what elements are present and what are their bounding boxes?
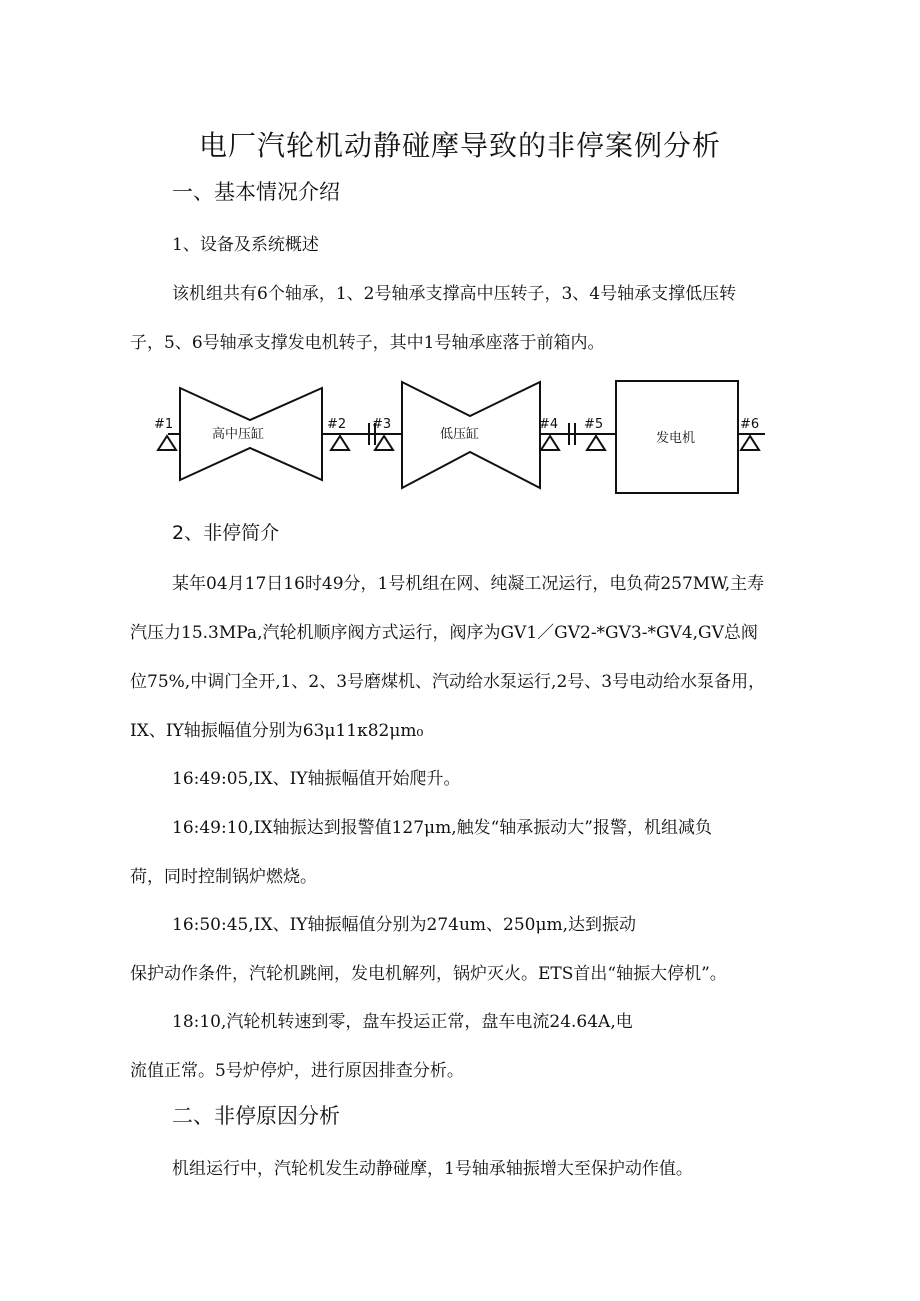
paragraph-line: 某年04月17日16时49分，1号机组在网、纯凝工况运行，电负荷257MW,主寿: [172, 574, 765, 594]
paragraph-line: 位75%,中调门全开,1、2、3号磨煤机、汽动给水泵运行,2号、3号电动给水泵备用，: [130, 672, 766, 692]
bearing-label: #3: [372, 417, 392, 432]
paragraph-line: 16:49:05,IX、IY轴振幅值开始爬升。: [172, 769, 461, 789]
bearing-label: #5: [584, 417, 604, 432]
bearing-icon: [541, 436, 559, 450]
page-title: 电厂汽轮机动静碰摩导致的非停案例分析: [198, 129, 721, 162]
lp-label: 低压缸: [440, 427, 480, 442]
turbine-shaft-diagram: [150, 376, 780, 500]
paragraph-line: 汽压力15.3MPa,汽轮机顺序阀方式运行，阀序为GV1／GV2-*GV3-*GV4,GV总阀: [130, 623, 758, 643]
hp-ip-label: 高中压缸: [212, 427, 265, 442]
paragraph-line: 16:49:10,IX轴振达到报警值127μm,触发“轴承振动大”报警，机组减负: [172, 818, 712, 838]
section-heading-cause: 二、非停原因分析: [172, 1104, 340, 1128]
paragraph-line: 荷，同时控制锅炉燃烧。: [130, 867, 317, 887]
bearing-icon: [587, 436, 605, 450]
bearing-icon: [741, 436, 759, 450]
bearing-label: #2: [327, 417, 347, 432]
subheading-equipment: 1、设备及系统概述: [172, 235, 319, 255]
bearing-label: #1: [154, 417, 174, 432]
section-heading-basic: 一、基本情况介绍: [172, 180, 340, 204]
bearing-icon: [331, 436, 349, 450]
bearing-label: #6: [740, 417, 760, 432]
bearing-label: #4: [539, 417, 559, 432]
paragraph-line: 18:10,汽轮机转速到零，盘车投运正常，盘车电流24.64A,电: [172, 1012, 633, 1032]
paragraph-line: 保护动作条件，汽轮机跳闸，发电机解列，锅炉灭火。ETS首出“轴振大停机”。: [130, 964, 727, 984]
generator-label: 发电机: [656, 431, 696, 446]
paragraph-line: 子，5、6号轴承支撑发电机转子，其中1号轴承座落于前箱内。: [130, 333, 605, 353]
bearing-icon: [375, 436, 393, 450]
paragraph-line: 机组运行中，汽轮机发生动静碰摩，1号轴承轴振增大至保护动作值。: [172, 1159, 693, 1179]
paragraph-line: 流值正常。5号炉停炉，进行原因排查分析。: [130, 1061, 464, 1081]
subheading-trip-summary: 2、非停简介: [172, 522, 280, 544]
paragraph-line: 16:50:45,IX、IY轴振幅值分别为274um、250μm,达到振动: [172, 915, 637, 935]
paragraph-line: IX、IY轴振幅值分别为63μ11κ82μm₀: [130, 721, 424, 741]
paragraph-line: 该机组共有6个轴承，1、2号轴承支撑高中压转子，3、4号轴承支撑低压转: [172, 284, 737, 304]
bearing-icon: [158, 436, 176, 450]
